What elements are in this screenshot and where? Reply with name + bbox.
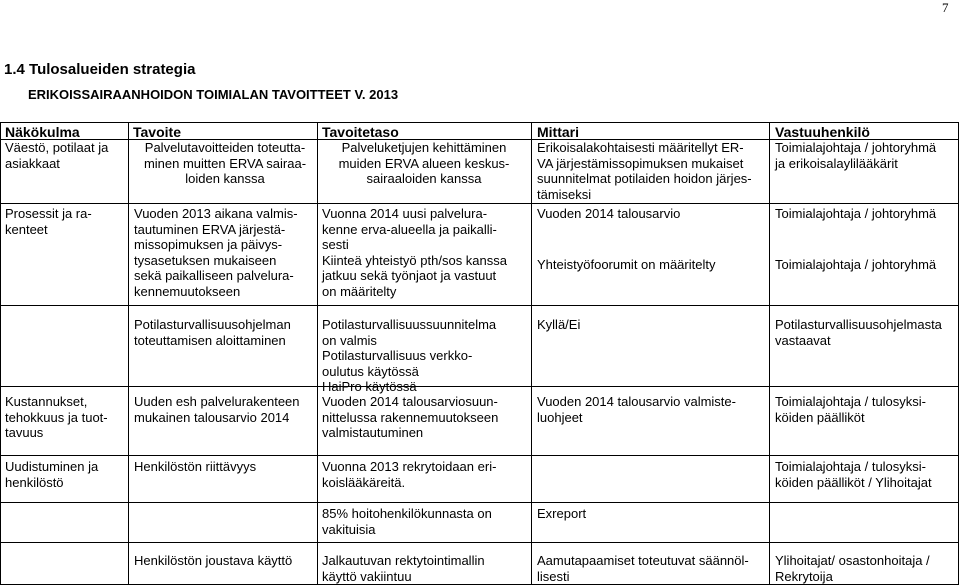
row4-target: Vuoden 2014 talousarviosuun- nittelussa rakennemuutokseen valmistautuminen xyxy=(322,394,499,440)
row2-metric-budget: Vuoden 2014 talousarvio xyxy=(537,206,681,221)
header-goal: Tavoite xyxy=(133,124,181,140)
row1-goal: Palvelutavoitteiden toteutta- minen muitten ERVA sairaa- loiden kanssa xyxy=(143,140,307,186)
row5-perspective: Uudistuminen ja henkilöstö xyxy=(5,459,99,490)
row2-goal: Vuoden 2013 aikana valmis- tautuminen ERVA järjestä- missopimuksen ja päivys- tysasetuksen mukaiseen sekä paikalliseen palvelura- kennemuutokseen xyxy=(134,206,298,299)
row5-responsible: Toimialajohtaja / tulosyksi- köiden päälliköt / Ylihoitajat xyxy=(775,459,932,490)
row1-perspective: Väestö, potilaat ja asiakkaat xyxy=(5,140,109,171)
row7-target: Jalkautuvan rektytointimallin käyttö vakiintuu xyxy=(322,553,485,584)
header-target: Tavoitetaso xyxy=(322,124,399,140)
row7-metric: Aamutapaamiset toteutuvat säännöl- lisesti xyxy=(537,553,749,584)
header-metric: Mittari xyxy=(537,124,579,140)
row6-metric: Exreport xyxy=(537,506,587,521)
row4-goal: Uuden esh palvelurakenteen mukainen talousarvio 2014 xyxy=(134,394,300,425)
row1-metric: Erikoisalakohtaisesti määritellyt ER- VA järjestämissopimuksen mukaiset suunnitelmat potilaiden hoidon järjes- tämiseksi xyxy=(537,140,752,202)
section-subheading: ERIKOISSAIRAANHOIDON TOIMIALAN TAVOITTEET V. 2013 xyxy=(28,87,399,102)
row4-perspective: Kustannukset, tehokkuus ja tuot- tavuus xyxy=(5,394,108,440)
row2-responsible-a: Toimialajohtaja / johtoryhmä xyxy=(775,206,937,221)
row5-target: Vuonna 2013 rekrytoidaan eri- koislääkäreitä. xyxy=(322,459,497,490)
row5-goal: Henkilöstön riittävyys xyxy=(134,459,257,474)
row3-metric: Kyllä/Ei xyxy=(537,317,581,332)
page-number: 7 xyxy=(942,0,949,15)
row1-target: Palveluketjujen kehittäminen muiden ERVA alueen keskus- sairaaloiden kanssa xyxy=(338,140,510,186)
row3-goal: Potilasturvallisuusohjelman toteuttamisen aloittaminen xyxy=(134,317,291,348)
row6-target: 85% hoitohenkilökunnasta on vakituisia xyxy=(322,506,492,537)
header-responsible: Vastuuhenkilö xyxy=(775,124,870,140)
row7-goal: Henkilöstön joustava käyttö xyxy=(134,553,293,568)
row1-responsible: Toimialajohtaja / johtoryhmä ja erikoisalaylilääkärit xyxy=(775,140,937,171)
row4-responsible: Toimialajohtaja / tulosyksi- köiden päälliköt xyxy=(775,394,927,425)
row2-perspective: Prosessit ja ra- kenteet xyxy=(5,206,92,237)
row2-metric-forums: Yhteistyöfoorumit on määritelty xyxy=(537,257,716,272)
row3-responsible: Potilasturvallisuusohjelmasta vastaavat xyxy=(775,317,942,348)
row2-target: Vuonna 2014 uusi palvelura- kenne erva-alueella ja paikalli- sesti Kiinteä yhteistyö pth/sos kanssa jatkuu sekä työnjaot ja vastuut on määritelty xyxy=(322,206,507,299)
row7-responsible: Ylihoitajat/ osastonhoitaja / Rekrytoija xyxy=(775,553,930,584)
row3-target: Potilasturvallisuussuunnitelma on valmis Potilasturvallisuus verkko- oulutus käytössä HaiPro käytössä xyxy=(322,317,497,394)
header-perspective: Näkökulma xyxy=(5,124,80,140)
row4-metric: Vuoden 2014 talousarvio valmiste- luohjeet xyxy=(537,394,736,425)
row2-responsible-b: Toimialajohtaja / johtoryhmä xyxy=(775,257,937,272)
section-heading: 1.4 Tulosalueiden strategia xyxy=(4,61,196,78)
